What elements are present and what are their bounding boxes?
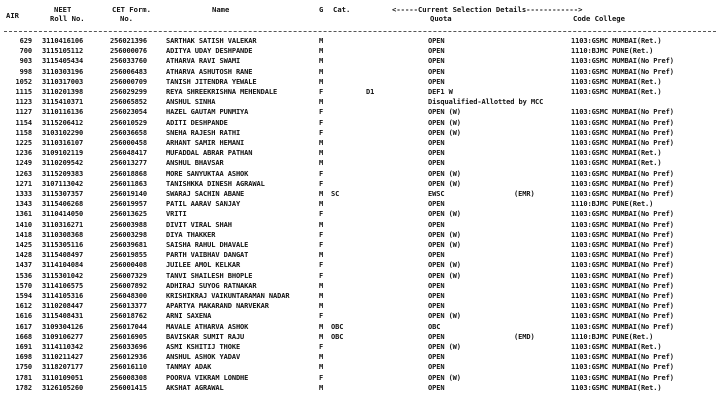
cell-quota: EWSC: [428, 190, 445, 198]
table-row: [0, 374, 720, 383]
cell-quota: OPEN (W): [428, 118, 461, 127]
cell-g: M: [319, 139, 324, 147]
cell-air: 1781: [15, 373, 32, 382]
cell-air: 1668: [15, 332, 32, 341]
cell-cet: 256021396: [110, 37, 148, 45]
cell-g: M: [319, 292, 324, 300]
table-row: [0, 37, 720, 46]
cell-quota: OPEN: [428, 47, 445, 56]
cell-g: F: [319, 312, 324, 321]
table-row: [0, 302, 720, 311]
cell-cet: 256008308: [110, 373, 148, 382]
cell-roll: 3114110342: [42, 343, 84, 351]
table-row: [0, 78, 720, 87]
cell-air: 903: [19, 57, 32, 66]
table-row: [0, 190, 720, 199]
table-row: [0, 47, 720, 56]
cell-quota: DEF1 W: [428, 88, 453, 96]
cell-quota: OPEN (W): [428, 179, 461, 188]
cell-quota: OPEN: [428, 159, 445, 168]
cell-name: ARHANT SAMIR HEMANI: [166, 139, 245, 147]
cell-name: ARNI SAXENA: [166, 312, 212, 321]
cell-cet: 256007892: [110, 281, 148, 290]
cell-g: M: [319, 353, 324, 362]
cell-air: 1361: [15, 210, 32, 219]
cell-quota: OPEN: [428, 332, 445, 341]
header-quota: Quota: [430, 14, 452, 23]
cell-cet: 256033696: [110, 343, 148, 351]
cell-roll: 3118207177: [42, 363, 84, 372]
cell-roll: 3110201398: [42, 88, 84, 96]
cell-college: 1103:GSMC MUMBAI(No Pref): [571, 118, 674, 127]
cell-college: 1110:BJMC PUNE(Ret.): [571, 47, 654, 56]
cell-name: ATHARVA RAVI SWAMI: [166, 57, 241, 66]
cell-roll: 3110308368: [42, 230, 84, 239]
table-row: [0, 149, 720, 158]
cell-air: 1263: [15, 169, 32, 178]
cell-g: M: [319, 47, 324, 56]
cell-name: KRISHIKRAJ VAIKUNTARAMAN NADAR: [166, 292, 290, 300]
header-roll-no: Roll No.: [50, 14, 85, 23]
cell-quota: OPEN: [428, 57, 445, 66]
cell-g: M: [319, 67, 324, 76]
header-code-college: Code College: [573, 14, 625, 23]
table-row: [0, 261, 720, 270]
header-category: Cat.: [333, 5, 351, 14]
cell-college: 1103:GSMC MUMBAI(No Pref): [571, 139, 674, 147]
cell-cet: 256013625: [110, 210, 148, 219]
cell-air: 1127: [15, 108, 32, 117]
cell-air: 700: [19, 47, 32, 56]
cell-g: F: [319, 261, 324, 270]
cell-name: DIVIT VIRAL SHAH: [166, 220, 232, 229]
cell-cet: 256019140: [110, 190, 148, 198]
cell-college: 1103:GSMC MUMBAI(No Pref): [571, 281, 674, 290]
cell-name: POORVA VIKRAM LONDHE: [166, 373, 249, 382]
cell-roll: 3109106277: [42, 332, 84, 341]
cell-quota: OPEN (W): [428, 261, 461, 270]
cell-name: PATIL AARAV SANJAY: [166, 200, 241, 209]
cell-college: 1103:GSMC MUMBAI(No Pref): [571, 179, 674, 188]
header-neet: NEET: [54, 5, 72, 14]
cell-roll: 3115305116: [42, 241, 84, 249]
cell-cet: 256023054: [110, 108, 148, 117]
cell-g: M: [319, 322, 324, 331]
cell-quota: OPEN (W): [428, 108, 461, 117]
cell-quota: OPEN: [428, 37, 445, 45]
table-row: [0, 159, 720, 168]
cell-air: 1612: [15, 302, 32, 311]
cell-name: JUILEE AMOL KELKAR: [166, 261, 241, 270]
cell-quota: OPEN (W): [428, 312, 461, 321]
cell-quota: OPEN: [428, 149, 445, 158]
cell-name: TANISHKKA DINESH AGRAWAL: [166, 179, 265, 188]
header-air: AIR: [6, 11, 19, 20]
table-row: [0, 57, 720, 66]
cell-air: 1410: [15, 220, 32, 229]
cell-cet: 256007329: [110, 271, 148, 280]
cell-name: ANSHUL BHAVSAR: [166, 159, 224, 168]
cell-air: 1428: [15, 251, 32, 260]
header-divider: [4, 31, 716, 32]
cell-roll: 3107113042: [42, 179, 84, 188]
cell-name: AKSHAT AGRAWAL: [166, 383, 224, 392]
cell-air: 1617: [15, 322, 32, 331]
cell-college: 1103:GSMC MUMBAI(No Pref): [571, 210, 674, 219]
cell-roll: 3110414050: [42, 210, 84, 219]
cell-college: 1103:GSMC MUMBAI(Ret.): [571, 343, 662, 351]
cell-college: 1103:GSMC MUMBAI(No Pref): [571, 261, 674, 270]
cell-cet: 256001415: [110, 383, 148, 392]
cell-cat: OBC: [331, 322, 344, 331]
cell-cet: 256017044: [110, 322, 148, 331]
cell-college: 1103:GSMC MUMBAI(No Pref): [571, 363, 674, 372]
cell-air: 1425: [15, 241, 32, 249]
cell-g: M: [319, 302, 324, 311]
cell-air: 1052: [15, 77, 32, 86]
cell-quota: OPEN (W): [428, 271, 461, 280]
table-row: [0, 200, 720, 209]
cell-quota: OPEN: [428, 139, 445, 147]
cell-cet: 256019855: [110, 251, 148, 260]
table-row: [0, 108, 720, 117]
cell-g: M: [319, 37, 324, 45]
cell-roll: 3115410371: [42, 98, 84, 107]
cell-g: F: [319, 179, 324, 188]
cell-cet: 256013277: [110, 159, 148, 168]
table-row: [0, 323, 720, 332]
cell-air: 1691: [15, 343, 32, 351]
cell-air: 1536: [15, 271, 32, 280]
table-row: [0, 170, 720, 179]
table-row: [0, 241, 720, 250]
cell-cet: 256000458: [110, 139, 148, 147]
cell-air: 998: [19, 67, 32, 76]
cell-cet: 256018762: [110, 312, 148, 321]
cell-g: M: [319, 220, 324, 229]
cell-air: 1698: [15, 353, 32, 362]
cell-roll: 3115105112: [42, 47, 84, 56]
cell-air: 1236: [15, 149, 32, 158]
cell-college: 1103:GSMC MUMBAI(No Pref): [571, 220, 674, 229]
cell-cet: 256029299: [110, 88, 148, 96]
cell-name: ASMI KSHITIJ THOKE: [166, 343, 241, 351]
cell-roll: 3115408497: [42, 251, 84, 260]
cell-g: M: [319, 332, 324, 341]
cell-college: 1103:GSMC MUMBAI(No Pref): [571, 169, 674, 178]
cell-roll: 3110208447: [42, 302, 84, 311]
cell-air: 1570: [15, 281, 32, 290]
cell-college: 1103:GSMC MUMBAI(No Pref): [571, 108, 674, 117]
table-row: [0, 292, 720, 301]
cell-quota: OPEN: [428, 281, 445, 290]
cell-quota: OPEN: [428, 77, 445, 86]
cell-roll: 3115209383: [42, 169, 84, 178]
cell-air: 1750: [15, 363, 32, 372]
cell-cet: 256000709: [110, 77, 148, 86]
table-row: [0, 88, 720, 97]
cell-college: 1103:GSMC MUMBAI(No Pref): [571, 312, 674, 321]
cell-air: 1594: [15, 292, 32, 300]
table-row: [0, 139, 720, 148]
cell-roll: 3110416106: [42, 37, 84, 45]
table-row: [0, 251, 720, 260]
cell-g: M: [319, 251, 324, 260]
cell-g: M: [319, 57, 324, 66]
cell-name: BAVISKAR SUMIT RAJU: [166, 332, 245, 341]
table-row: [0, 343, 720, 352]
header-selection-details: <-----Current Selection Details------------>: [392, 5, 583, 14]
cell-roll: 3126105260: [42, 383, 84, 392]
cell-cet: 256000076: [110, 47, 148, 56]
cell-quota: OBC: [428, 322, 441, 331]
cell-college: 1103:GSMC MUMBAI(Ret.): [571, 88, 662, 96]
cell-college: 1103:GSMC MUMBAI(Ret.): [571, 159, 662, 168]
cell-air: 1616: [15, 312, 32, 321]
cell-air: 1418: [15, 230, 32, 239]
cell-g: F: [319, 241, 324, 249]
table-row: [0, 272, 720, 281]
cell-cet: 256033760: [110, 57, 148, 66]
table-row: [0, 129, 720, 138]
cell-cet: 256019957: [110, 200, 148, 209]
cell-g: M: [319, 200, 324, 209]
cell-tag: (EMD): [514, 332, 535, 341]
cell-quota: OPEN (W): [428, 241, 461, 249]
cell-g: F: [319, 373, 324, 382]
cell-roll: 3103102290: [42, 128, 84, 137]
cell-g: M: [319, 98, 324, 107]
table-row: [0, 221, 720, 230]
cell-name: MORE SANYUKTAA ASHOK: [166, 169, 249, 178]
cell-name: MUFADDAL ABRAR PATHAN: [166, 149, 253, 158]
cell-name: MAVALE ATHARVA ASHOK: [166, 322, 249, 331]
cell-name: PARTH VAIBHAV DANGAT: [166, 251, 249, 260]
cell-roll: 3115408431: [42, 312, 84, 321]
cell-cet: 256018868: [110, 169, 148, 178]
table-row: [0, 312, 720, 321]
table-row: [0, 333, 720, 342]
cell-college: 1103:GSMC MUMBAI(Ret.): [571, 77, 662, 86]
cell-quota: OPEN: [428, 200, 445, 209]
cell-quota: OPEN: [428, 353, 445, 362]
cell-cet: 256065852: [110, 98, 148, 107]
cell-air: 1249: [15, 159, 32, 168]
cell-quota: OPEN (W): [428, 169, 461, 178]
cell-roll: 3110317003: [42, 77, 84, 86]
header-name: Name: [212, 5, 230, 14]
cell-name: ADHIRAJ SUYOG RATNAKAR: [166, 281, 257, 290]
cell-roll: 3114104084: [42, 261, 84, 270]
cell-college: 1103:GSMC MUMBAI(Ret.): [571, 383, 662, 392]
cell-roll: 3110211427: [42, 353, 84, 362]
cell-cet: 256048300: [110, 292, 148, 300]
cell-college: 1103:GSMC MUMBAI(No Pref): [571, 251, 674, 260]
cell-name: REYA SHREEKRISHNA MEHENDALE: [166, 88, 278, 96]
cell-quota: OPEN (W): [428, 210, 461, 219]
cell-g: M: [319, 149, 324, 158]
cell-name: ANSHUL SINHA: [166, 98, 216, 107]
cell-roll: 3115301042: [42, 271, 84, 280]
cell-g: M: [319, 77, 324, 86]
cell-roll: 3114105316: [42, 292, 84, 300]
cell-air: 1115: [15, 88, 32, 96]
cell-quota: OPEN: [428, 363, 445, 372]
cell-g: F: [319, 128, 324, 137]
table-row: [0, 363, 720, 372]
cell-cet: 256048417: [110, 149, 148, 158]
table-row: [0, 98, 720, 107]
cell-cat: OBC: [331, 332, 344, 341]
table-row: [0, 231, 720, 240]
cell-roll: 3110316271: [42, 220, 84, 229]
cell-roll: 3110209542: [42, 159, 84, 168]
cell-college: 1103:GSMC MUMBAI(No Pref): [571, 230, 674, 239]
cell-cat2: D1: [366, 88, 375, 96]
cell-g: F: [319, 271, 324, 280]
cell-cet: 256003298: [110, 230, 148, 239]
cell-quota: OPEN (W): [428, 128, 461, 137]
cell-name: SWARAJ SACHIN ABANE: [166, 190, 245, 198]
cell-quota: Disqualified-Allotted by MCC: [428, 98, 544, 107]
cell-cet: 256036658: [110, 128, 148, 137]
cell-g: F: [319, 169, 324, 178]
cell-quota: OPEN (W): [428, 230, 461, 239]
cell-name: SARTHAK SATISH VALEKAR: [166, 37, 257, 45]
cell-air: 1437: [15, 261, 32, 270]
cell-college: 1103:GSMC MUMBAI(No Pref): [571, 302, 674, 311]
cell-air: 1333: [15, 190, 32, 198]
cell-cet: 256016905: [110, 332, 148, 341]
cell-college: 1103:GSMC MUMBAI(No Pref): [571, 373, 674, 382]
table-row: [0, 353, 720, 362]
cell-college: 1103:GSMC MUMBAI(Ret.): [571, 37, 662, 45]
cell-air: 1343: [15, 200, 32, 209]
cell-college: 1103:GSMC MUMBAI(Ret.): [571, 149, 662, 158]
cell-quota: OPEN: [428, 383, 445, 392]
cell-roll: 3115405434: [42, 57, 84, 66]
cell-cat: SC: [331, 190, 340, 198]
cell-g: M: [319, 363, 324, 372]
cell-air: 629: [19, 37, 32, 45]
cell-college: 1110:BJMC PUNE(Ret.): [571, 200, 654, 209]
cell-name: TANMAY ADAK: [166, 363, 212, 372]
cell-name: ATHARVA ASHUTOSH RANE: [166, 67, 253, 76]
cell-quota: OPEN (W): [428, 343, 461, 351]
cell-college: 1103:GSMC MUMBAI(No Pref): [571, 128, 674, 137]
cell-college: 1103:GSMC MUMBAI(No Pref): [571, 292, 674, 300]
table-row: [0, 282, 720, 291]
table-row: [0, 68, 720, 77]
cell-college: 1103:GSMC MUMBAI(No Pref): [571, 322, 674, 331]
cell-roll: 3115307357: [42, 190, 84, 198]
cell-quota: OPEN: [428, 251, 445, 260]
table-row: [0, 210, 720, 219]
cell-roll: 3115406268: [42, 200, 84, 209]
cell-air: 1271: [15, 179, 32, 188]
cell-g: F: [319, 230, 324, 239]
header-cet-form: CET Form.: [112, 5, 151, 14]
cell-college: 1110:BJMC PUNE(Ret.): [571, 332, 654, 341]
table-row: [0, 384, 720, 393]
cell-quota: OPEN (W): [428, 373, 461, 382]
cell-roll: 3110116136: [42, 108, 84, 117]
cell-g: F: [319, 108, 324, 117]
cell-name: TANVI SHAILESH BHOPLE: [166, 271, 253, 280]
cell-air: 1782: [15, 383, 32, 392]
cell-cet: 256006483: [110, 67, 148, 76]
cell-name: SAISHA RAHUL DHAVALE: [166, 241, 249, 249]
cell-air: 1123: [15, 98, 32, 107]
cell-roll: 3109102119: [42, 149, 84, 158]
cell-roll: 3110109051: [42, 373, 84, 382]
cell-quota: OPEN: [428, 220, 445, 229]
cell-name: APARTYA MAKARAND NARVEKAR: [166, 302, 269, 311]
cell-college: 1103:GSMC MUMBAI(No Pref): [571, 271, 674, 280]
cell-roll: 3115206412: [42, 118, 84, 127]
cell-g: M: [319, 281, 324, 290]
cell-air: 1154: [15, 118, 32, 127]
cell-roll: 3109304126: [42, 322, 84, 331]
header-gender: G: [319, 5, 324, 14]
cell-college: 1103:GSMC MUMBAI(No Pref): [571, 57, 674, 66]
cell-air: 1158: [15, 128, 32, 137]
cell-name: ADITYA UDAY DESHPANDE: [166, 47, 253, 56]
cell-cet: 256016110: [110, 363, 148, 372]
cell-quota: OPEN: [428, 302, 445, 311]
cell-college: 1103:GSMC MUMBAI(No Pref): [571, 353, 674, 362]
cell-cet: 256013377: [110, 302, 148, 311]
cell-roll: 3110316107: [42, 139, 84, 147]
cell-g: M: [319, 383, 324, 392]
cell-tag: (EMR): [514, 190, 535, 198]
cell-g: F: [319, 88, 324, 96]
cell-g: F: [319, 210, 324, 219]
cell-name: DIYA THAKKER: [166, 230, 216, 239]
cell-cet: 256011863: [110, 179, 148, 188]
cell-college: 1103:GSMC MUMBAI(No Pref): [571, 67, 674, 76]
cell-cet: 256003988: [110, 220, 148, 229]
cell-roll: 3114106575: [42, 281, 84, 290]
cell-g: M: [319, 190, 324, 198]
cell-cet: 256000408: [110, 261, 148, 270]
cell-name: ADITI DESHPANDE: [166, 118, 228, 127]
cell-name: TANISH JITENDRA YEWALE: [166, 77, 257, 86]
cell-college: 1103:GSMC MUMBAI(No Pref): [571, 190, 674, 198]
cell-g: F: [319, 118, 324, 127]
cell-cet: 256010529: [110, 118, 148, 127]
cell-g: F: [319, 343, 324, 351]
cell-g: M: [319, 159, 324, 168]
cell-cet: 256012936: [110, 353, 148, 362]
cell-air: 1225: [15, 139, 32, 147]
cell-quota: OPEN: [428, 67, 445, 76]
table-row: [0, 119, 720, 128]
header-cet-no: No.: [120, 14, 133, 23]
cell-roll: 3110303196: [42, 67, 84, 76]
cell-name: SNEHA RAJESH RATHI: [166, 128, 241, 137]
cell-cet: 256039681: [110, 241, 148, 249]
cell-college: 1103:GSMC MUMBAI(No Pref): [571, 241, 674, 249]
cell-name: ANSHUL ASHOK YADAV: [166, 353, 241, 362]
table-row: [0, 180, 720, 189]
cell-quota: OPEN: [428, 292, 445, 300]
cell-name: VRITI: [166, 210, 187, 219]
cell-name: HAZEL GAUTAM PUNMIYA: [166, 108, 249, 117]
